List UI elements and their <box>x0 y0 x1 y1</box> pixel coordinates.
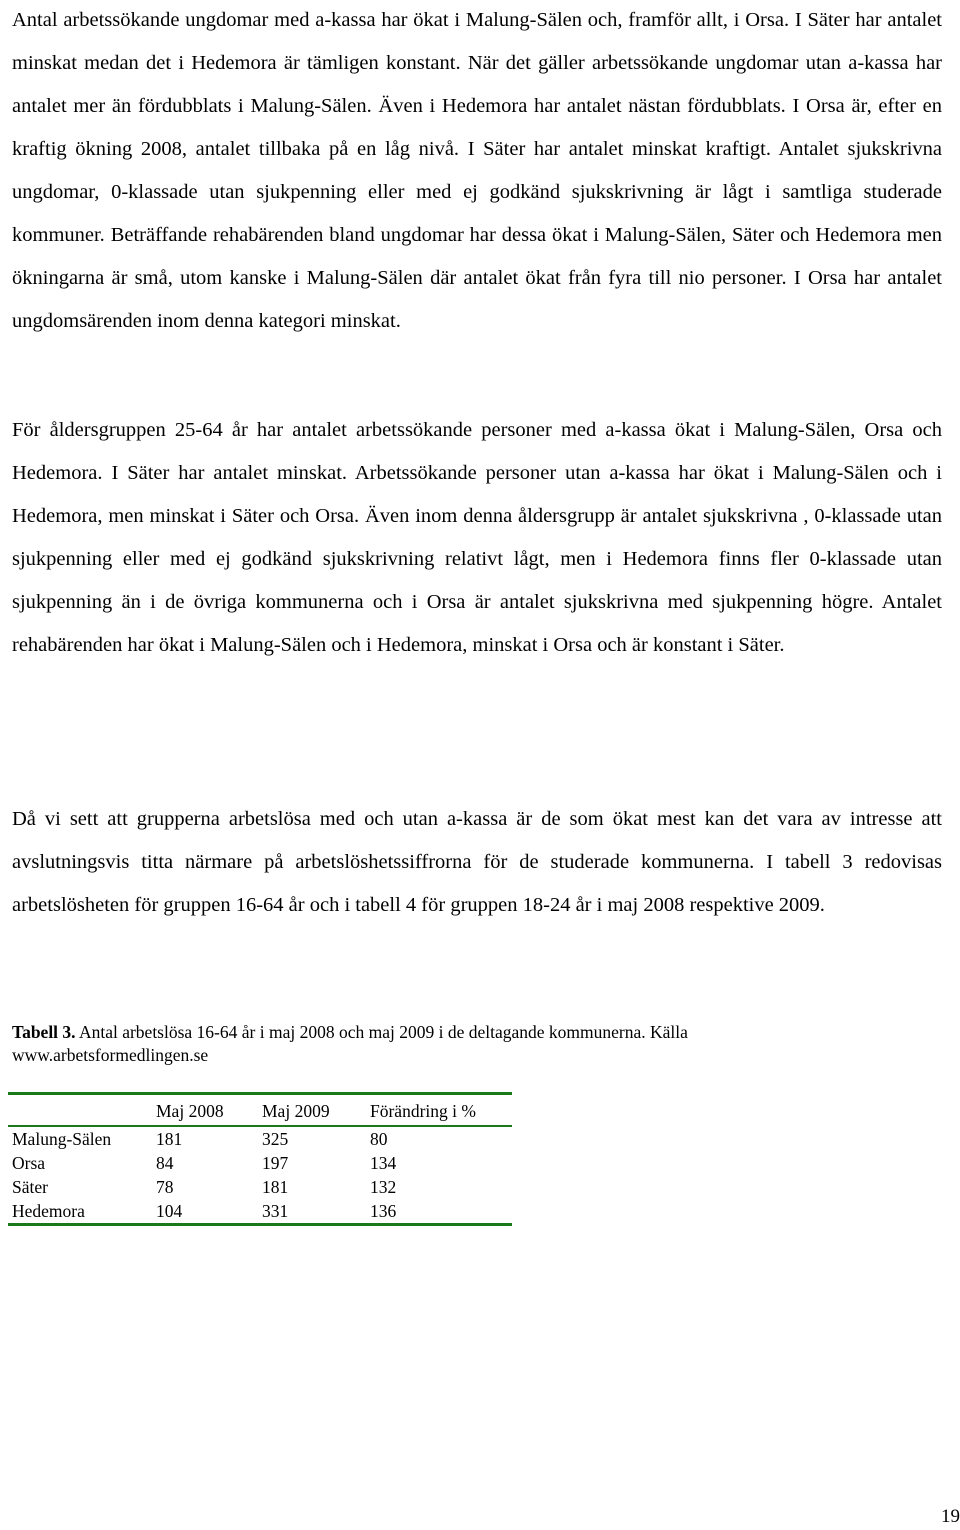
table-cell: 181 <box>262 1177 289 1197</box>
table-cell: Orsa <box>12 1153 46 1173</box>
table-unemployment <box>8 1092 512 1226</box>
table-header-cell: Maj 2009 <box>262 1101 330 1121</box>
paragraph-age-25-64: För åldersgruppen 25-64 år har antalet arbetssökande personer med a-kassa ökat i Malung-Sälen, Orsa och Hedemora. I Säter har antalet minskat. Arbetssökande personer utan a-kassa har ökat i Malung-Sälen och i Hedemora, men minskat i Säter och Orsa. Även inom denna åldersgrupp är antalet sjukskrivna , 0-klassade utan sjukpenning eller med ej godkänd sjukskrivning relativt lågt, men i Hedemora finns fler 0-klassade utan sjukpenning än i de övriga kommunerna och i Orsa är antalet sjukskrivna med sjukpenning högre. Antalet rehabärenden har ökat i Malung-Sälen och i Hedemora, minskat i Orsa och är konstant i Säter. <box>12 419 942 656</box>
table-cell: 80 <box>370 1129 388 1149</box>
table-cell: 325 <box>262 1129 289 1149</box>
table-cell: 136 <box>370 1201 397 1221</box>
table-row <box>8 1199 512 1225</box>
table-cell: 84 <box>156 1153 174 1173</box>
table-caption-label: Tabell 3. <box>12 1022 76 1042</box>
table-header-cell <box>8 1094 152 1127</box>
table-row <box>8 1126 512 1151</box>
table-row <box>8 1175 512 1199</box>
table-cell: 78 <box>156 1177 174 1197</box>
table-header-row <box>8 1094 512 1127</box>
table-cell: 197 <box>262 1153 289 1173</box>
paragraph-youth-unemployment: Antal arbetssökande ungdomar med a-kassa har ökat i Malung-Sälen och, framför allt, i Orsa. I Säter har antalet minskat medan det i Hedemora är tämligen konstant. När det gäller arbetssökande ungdomar utan a-kassa har antalet mer än fördubblats i Malung-Sälen. Även i Hedemora har antalet nästan fördubblats. I Orsa är, efter en kraftig ökning 2008, antalet tillbaka på en låg nivå. I Säter har antalet minskat kraftigt. Antalet sjukskrivna ungdomar, 0-klassade utan sjukpenning eller med ej godkänd sjukskrivning är lågt i samtliga studerade kommuner. Beträffande rehabärenden bland ungdomar har dessa ökat i Malung-Sälen, Säter och Hedemora men ökningarna är små, utom kanske i Malung-Sälen där antalet ökat från fyra till nio personer. I Orsa har antalet ungdomsärenden inom denna kategori minskat. <box>12 9 942 332</box>
table-header-cell: Förändring i % <box>370 1101 476 1121</box>
table-cell: 181 <box>156 1129 183 1149</box>
table-cell: 331 <box>262 1201 289 1221</box>
table-cell: 132 <box>370 1177 397 1197</box>
paragraph-conclusion: Då vi sett att grupperna arbetslösa med och utan a-kassa är de som ökat mest kan det vara av intresse att avslutningsvis titta närmare på arbetslöshetssiffrorna för de studerade kommunerna. I tabell 3 redovisas arbetslösheten för gruppen 16-64 år och i tabell 4 för gruppen 18-24 år i maj 2008 respektive 2009. <box>12 808 942 916</box>
table-caption-text: Antal arbetslösa 16-64 år i maj 2008 och maj 2009 i de deltagande kommunerna. Källa www.arbetsformedlingen.se <box>12 1022 688 1065</box>
table-row <box>8 1151 512 1175</box>
table-cell: 104 <box>156 1201 183 1221</box>
table-cell: Säter <box>12 1177 48 1197</box>
table-caption <box>12 1021 852 1067</box>
page-number: 19 <box>941 1506 960 1527</box>
table-header-cell: Maj 2008 <box>156 1101 224 1121</box>
table-cell: Hedemora <box>12 1201 85 1221</box>
table-cell: Malung-Sälen <box>12 1129 112 1149</box>
table-cell: 134 <box>370 1153 397 1173</box>
